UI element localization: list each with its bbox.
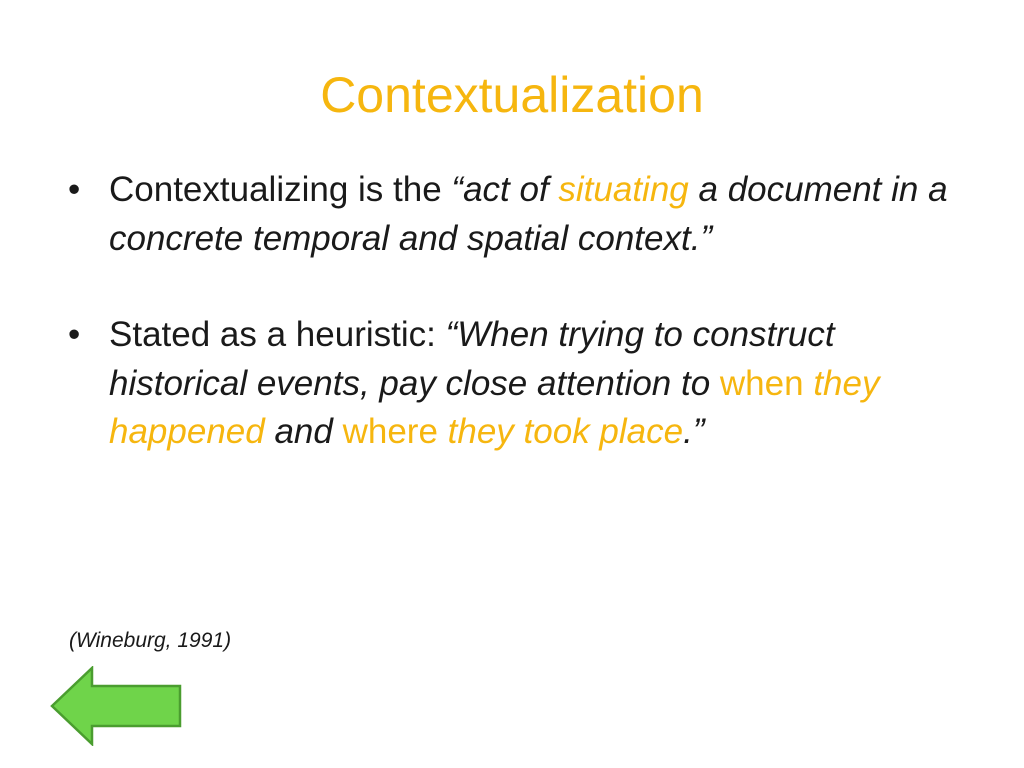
bullet-list — [68, 166, 968, 457]
quote-text: .” — [683, 412, 705, 451]
bullet-item-heuristic — [68, 311, 968, 457]
left-arrow-icon[interactable] — [49, 666, 183, 746]
highlight-they-took-place: they took place — [447, 412, 684, 451]
citation: (Wineburg, 1991) — [69, 629, 232, 652]
bullet-lead-text: Contextualizing is the — [109, 170, 452, 209]
quote-text — [438, 412, 448, 451]
bullet-dot: • — [68, 315, 81, 354]
slide-title: Contextualization — [320, 67, 704, 123]
quote-text: a document in a concrete temporal and spatial context.” — [109, 170, 948, 258]
highlight-situating: situating — [558, 170, 689, 209]
quote-text — [804, 364, 814, 403]
quote-text: and — [264, 412, 343, 451]
quote-text: “When trying to construct historical events, pay close attention to — [109, 315, 835, 403]
highlight-they-happened: they happened — [109, 363, 880, 451]
bullet-lead-text: Stated as a heuristic: — [109, 315, 446, 354]
quote-text: “act of — [451, 170, 559, 209]
back-arrow-shape[interactable] — [52, 668, 180, 744]
bullet-dot: • — [68, 170, 81, 209]
highlight-when: when — [719, 363, 804, 403]
highlight-where: where — [342, 412, 438, 451]
bullet-item-definition — [68, 166, 968, 263]
